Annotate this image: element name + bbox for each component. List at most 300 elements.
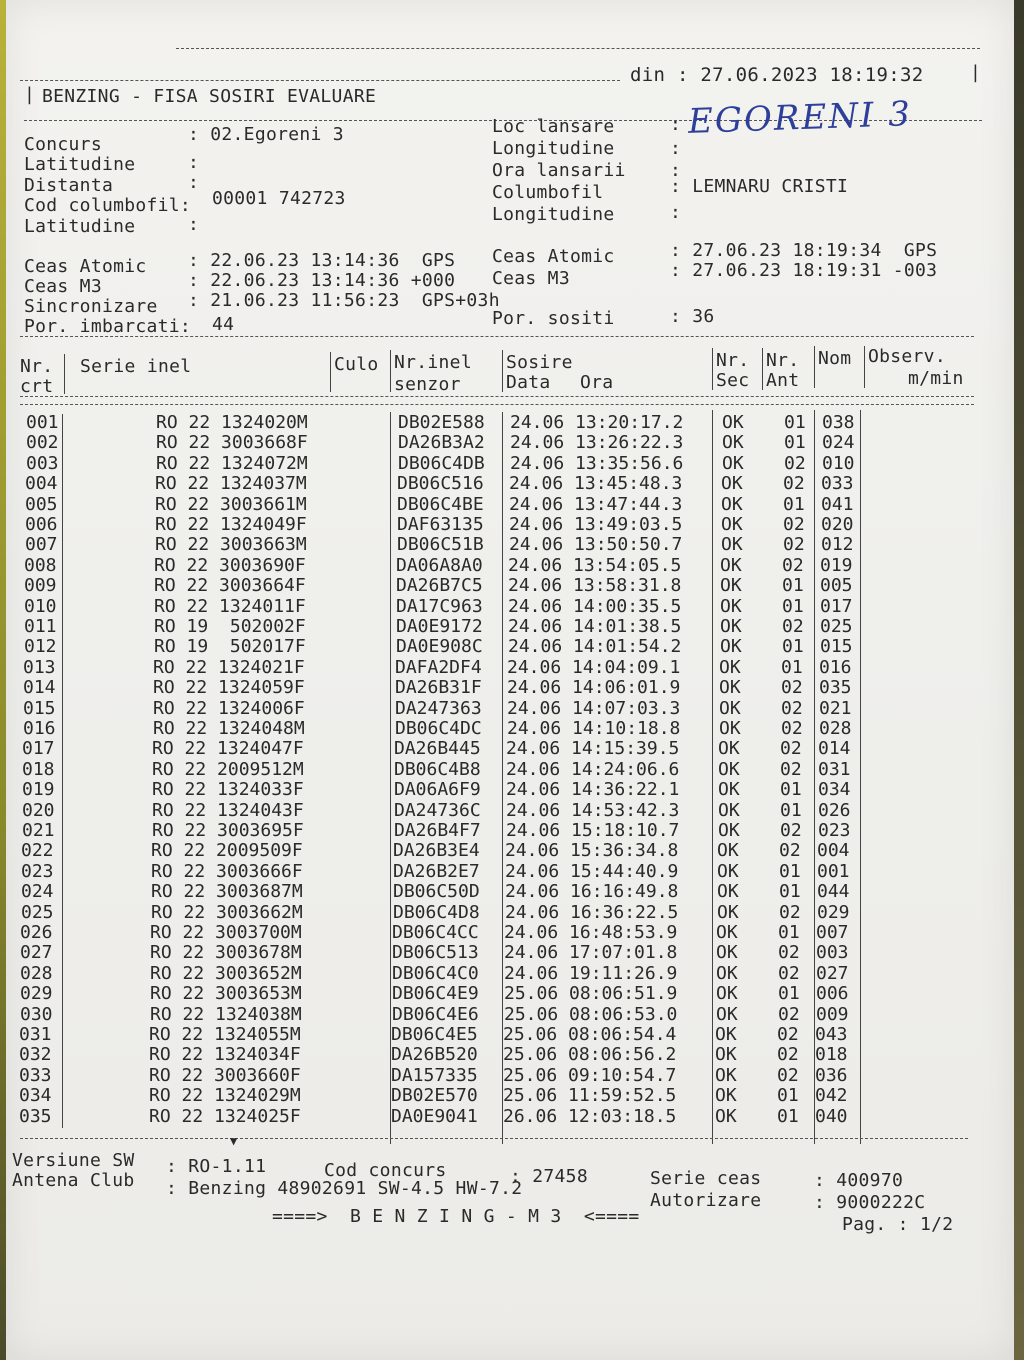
cell-nr-crt: 017 [22,738,55,760]
cell-nom: 024 [822,432,855,454]
cell-sosire: 25.06 08:06:53.0 [504,1003,678,1025]
cell-sosire: 24.06 16:48:53.9 [504,922,678,943]
cell-serie-inel: RO 22 1324055M [149,1024,301,1045]
cell-nr-sec: OK [722,432,744,454]
divider [20,1138,968,1139]
cell-serie-inel: RO 22 3003690F [154,554,306,576]
cell-nr-crt: 022 [21,840,54,862]
concurs-label: Concurs [24,134,102,155]
porumbei-imbarcati-value: 44 [212,314,235,335]
cell-nr-sec: OK [722,452,744,474]
cell-nr-sec: OK [716,1003,738,1025]
longitudine-value: : [670,138,682,159]
cell-serie-inel: RO 22 3003660F [149,1064,301,1086]
cell-sosire: 24.06 14:06:01.9 [507,677,681,699]
cell-sosire: 25.06 08:06:51.9 [504,983,678,1005]
cell-nr-ant: 01 [778,922,800,943]
cell-nr-ant: 02 [778,1003,800,1025]
col-separator [502,350,503,392]
cell-nom: 016 [819,656,852,678]
cell-nom: 010 [822,452,855,474]
cell-nr-crt: 013 [23,656,56,678]
cell-serie-inel: RO 22 1324037M [155,473,307,495]
cell-nr-inel: DB06C4DB [398,452,485,474]
col-senzor: senzor [394,374,461,395]
cell-sosire: 24.06 15:18:10.7 [506,820,680,841]
col-separator [762,348,763,390]
cell-sosire: 24.06 14:01:38.5 [508,616,682,637]
cell-sosire: 24.06 13:54:05.5 [508,554,682,576]
col-m-min: m/min [908,368,964,389]
col-data: Data [506,372,551,393]
cell-nr-crt: 027 [20,942,53,964]
cell-nr-crt: 033 [19,1064,52,1086]
cell-nr-crt: 014 [23,677,56,699]
ceas-atomic2-label: Ceas Atomic [492,246,615,267]
cell-nr-sec: OK [721,473,743,495]
autorizare-value: : 9000222C [814,1192,926,1213]
version-value: : RO-1.11 [166,1156,267,1177]
cell-nr-ant: 01 [777,1085,799,1107]
cell-serie-inel: RO 22 3003662M [151,901,303,923]
cell-sosire: 24.06 13:45:48.3 [509,473,683,495]
cell-nr-ant: 02 [783,514,805,535]
cell-nom: 031 [818,758,851,780]
col-serie-inel: Serie inel [80,356,192,377]
cell-sosire: 24.06 16:16:49.8 [505,881,679,903]
cell-nr-inel: DAFA2DF4 [395,656,482,678]
cell-nr-crt: 009 [24,575,57,597]
col-sosire: Sosire [506,352,573,373]
cell-nr-inel: DB06C4E9 [392,983,479,1005]
col-separator [864,346,865,388]
cell-nr-ant: 02 [777,1024,799,1045]
cell-nr-sec: OK [715,1044,737,1066]
cell-nr-crt: 016 [23,718,56,739]
divider-marker: ▼ [230,1134,238,1148]
cell-nom: 004 [817,840,850,862]
cell-sosire: 24.06 13:20:17.2 [510,412,684,433]
col-separator [64,354,65,394]
cell-nr-crt: 030 [20,1003,53,1025]
cell-nr-sec: OK [718,758,740,780]
cell-nr-ant: 02 [777,1064,799,1086]
cell-nr-inel: DB06C4CC [392,922,479,943]
cell-sosire: 24.06 16:36:22.5 [505,901,679,923]
cell-nom: 038 [822,412,855,433]
cell-serie-inel: RO 22 3003687M [151,881,303,903]
cell-nr-ant: 01 [779,881,801,903]
cell-nr-crt: 025 [21,901,54,923]
cell-nr-inel: DB06C4B8 [394,758,481,780]
cell-nr-inel: DA26B31F [395,677,482,699]
cell-sosire: 24.06 14:04:09.1 [507,656,681,678]
divider [176,48,980,49]
cell-nr-inel: DB06C50D [393,881,480,903]
cell-nr-inel: DA0E9041 [391,1105,478,1127]
cell-nr-ant: 02 [783,534,805,556]
latitudine-label: Latitudine [24,154,136,175]
cell-nr-crt: 020 [22,799,55,821]
cell-nr-inel: DA17C963 [396,595,483,617]
cell-serie-inel: RO 22 3003668F [156,432,308,454]
ceas-m32-label: Ceas M3 [492,268,570,289]
cell-nr-crt: 023 [21,860,54,882]
cell-nr-sec: OK [715,1085,737,1107]
col-ora: Ora [580,372,614,393]
divider [20,336,974,337]
cell-sosire: 24.06 14:36:22.1 [506,779,680,801]
cell-nr-crt: 010 [24,595,57,617]
cell-nom: 029 [817,901,850,923]
cell-serie-inel: RO 22 3003653M [150,983,302,1005]
longitudine-label: Longitudine [492,138,615,159]
cell-nr-ant: 02 [779,901,801,923]
cell-nr-sec: OK [721,493,743,515]
cell-nr-sec: OK [716,922,738,943]
cell-nr-crt: 018 [22,758,55,780]
cell-sosire: 24.06 13:35:56.6 [510,452,684,474]
cell-nr-sec: OK [720,636,742,658]
cell-nr-inel: DB06C4E5 [391,1024,478,1045]
cell-serie-inel: RO 22 1324038M [150,1003,302,1025]
ceas-m3-value: : 22.06.23 13:14:36 +000 [188,270,456,291]
cell-serie-inel: RO 22 1324011F [154,595,306,617]
col-sec-line1: Nr. [716,350,750,371]
printout-paper [6,0,1014,1360]
cell-nr-inel: DAF63135 [397,514,484,535]
cod-columbofil-value: 00001 742723 [212,188,346,209]
sincronizare-value: : 21.06.23 11:56:23 GPS+03h [188,290,500,311]
cell-nom: 034 [818,779,851,801]
cell-nom: 042 [815,1085,848,1107]
cell-nr-sec: OK [717,860,739,882]
col-separator [330,352,331,392]
cell-sosire: 25.06 11:59:52.5 [503,1085,677,1107]
cell-nom: 025 [820,616,853,637]
cell-nr-ant: 01 [782,636,804,658]
divider [20,396,974,397]
cell-nr-crt: 035 [19,1105,52,1127]
cell-nom: 043 [815,1024,848,1045]
cell-nom: 044 [817,881,850,903]
col-separator [712,410,713,1144]
cell-nom: 036 [815,1064,848,1086]
cell-sosire: 24.06 14:07:03.3 [507,697,681,719]
cell-nom: 006 [816,983,849,1005]
cell-sosire: 25.06 08:06:54.4 [503,1024,677,1045]
latitudine-value: : [188,152,200,173]
cell-nr-crt: 011 [24,616,57,637]
cell-sosire: 24.06 13:49:03.5 [509,514,683,535]
cell-nom: 026 [818,799,851,821]
cell-nr-sec: OK [717,840,739,862]
cell-nr-ant: 01 [784,412,806,433]
cell-sosire: 24.06 14:01:54.2 [508,636,682,658]
ceas-atomic2-value: : 27.06.23 18:19:34 GPS [670,240,938,261]
serie-ceas-value: : 400970 [814,1170,904,1191]
ceas-atomic-value: : 22.06.23 13:14:36 GPS [188,250,456,271]
cell-nom: 023 [818,820,851,841]
cell-nr-sec: OK [720,554,742,576]
cell-nr-ant: 02 [781,697,803,719]
col-ant-line2: Ant [766,370,800,391]
cell-nr-inel: DA26B7C5 [396,575,483,597]
cell-serie-inel: RO 22 1324033F [152,779,304,801]
concurs-value: : 02.Egoreni 3 [188,124,344,145]
cell-serie-inel: RO 22 1324043F [152,799,304,821]
cell-nr-inel: DA26B3A2 [398,432,485,454]
longitudine2-label: Longitudine [492,204,615,225]
cell-nr-ant: 01 [779,860,801,882]
cell-serie-inel: RO 22 1324006F [153,697,305,719]
cell-nr-crt: 034 [19,1085,52,1107]
cell-nr-ant: 02 [781,718,803,739]
cell-nr-ant: 02 [783,473,805,495]
cell-sosire: 24.06 13:47:44.3 [509,493,683,515]
cell-nom: 019 [820,554,853,576]
page-number: Pag. : 1/2 [842,1214,954,1235]
report-title: BENZING - FISA SOSIRI EVALUARE [42,86,377,107]
cell-nr-crt: 029 [20,983,53,1005]
col-separator [814,346,815,388]
cod-columbofil-label: Cod columbofil: [24,195,192,216]
cell-nr-ant: 01 [777,1105,799,1127]
cell-nr-crt: 021 [22,820,55,841]
cell-nr-inel: DB06C4E6 [392,1003,479,1025]
divider [20,80,620,81]
cell-sosire: 26.06 12:03:18.5 [503,1105,677,1127]
cell-nom: 027 [816,962,849,984]
col-ant-line1: Nr. [766,350,800,371]
col-separator [712,348,713,390]
cell-sosire: 24.06 13:58:31.8 [508,575,682,597]
cell-serie-inel: RO 22 3003661M [155,493,307,515]
cell-nr-sec: OK [718,779,740,801]
cell-nom: 021 [819,697,852,719]
cell-sosire: 24.06 15:44:40.9 [505,860,679,882]
cell-nom: 005 [820,575,853,597]
cell-serie-inel: RO 22 3003695F [152,820,304,841]
cell-nr-crt: 024 [21,881,54,903]
cell-nr-ant: 02 [777,1044,799,1066]
cell-nom: 041 [821,493,854,515]
cell-serie-inel: RO 22 3003700M [150,922,302,943]
autorizare-label: Autorizare [650,1190,762,1211]
cell-nr-sec: OK [721,534,743,556]
cell-nr-crt: 007 [25,534,58,556]
cell-sosire: 24.06 14:10:18.8 [507,718,681,739]
cell-nr-inel: DA26B3E4 [393,840,480,862]
cell-nr-sec: OK [721,514,743,535]
col-separator [390,350,391,392]
cod-concurs-label: Cod concurs [324,1160,447,1181]
latitudine2-label: Latitudine [24,216,136,237]
cell-nom: 040 [815,1105,848,1127]
cell-sosire: 24.06 15:36:34.8 [505,840,679,862]
cell-nr-sec: OK [715,1064,737,1086]
distanta-value: : [188,172,200,193]
col-observ: Observ. [868,346,946,367]
cell-nr-ant: 01 [782,575,804,597]
cell-sosire: 24.06 13:26:22.3 [510,432,684,454]
cell-nr-inel: DA26B4F7 [394,820,481,841]
cell-serie-inel: RO 22 1324072M [156,452,308,474]
cell-sosire: 25.06 09:10:54.7 [503,1064,677,1086]
cell-nr-inel: DA26B520 [391,1044,478,1066]
col-separator [62,414,63,1128]
loc-lansare-value: : [670,114,682,135]
cell-nr-crt: 003 [26,452,59,474]
cell-serie-inel: RO 22 1324034F [149,1044,301,1066]
cell-nr-crt: 026 [20,922,53,943]
cell-nr-sec: OK [716,983,738,1005]
handwritten-location: EGORENI 3 [687,94,913,142]
cell-nr-crt: 028 [20,962,53,984]
cell-nr-crt: 004 [25,473,58,495]
cell-nr-crt: 015 [23,697,56,719]
col-nr-inel: Nr.inel [394,352,472,373]
ora-lansarii-label: Ora lansarii [492,160,626,181]
cell-nr-sec: OK [719,697,741,719]
loc-lansare-label: Loc lansare [492,116,615,137]
cell-nr-ant: 01 [778,983,800,1005]
cell-nr-ant: 01 [780,779,802,801]
cell-nom: 035 [819,677,852,699]
cell-nr-inel: DA26B2E7 [393,860,480,882]
cell-nr-inel: DA24736C [394,799,481,821]
cell-serie-inel: RO 22 1324047F [152,738,304,760]
col-nr-line2: crt [20,376,54,397]
cell-nr-ant: 02 [781,677,803,699]
cell-nr-crt: 002 [26,432,59,454]
cell-nr-ant: 02 [779,840,801,862]
cell-nr-sec: OK [717,881,739,903]
cell-nom: 028 [819,718,852,739]
cell-nr-inel: DB06C4C0 [392,962,479,984]
cell-serie-inel: RO 22 1324020M [156,412,308,433]
cell-nr-inel: DB02E570 [391,1085,478,1107]
cell-nr-ant: 02 [780,820,802,841]
cell-nr-inel: DB06C51B [397,534,484,556]
cell-nr-sec: OK [719,656,741,678]
ceas-atomic-label: Ceas Atomic [24,256,147,277]
cell-sosire: 24.06 14:24:06.6 [506,758,680,780]
cod-concurs-value: : 27458 [510,1166,588,1187]
cell-nr-ant: 01 [781,656,803,678]
cell-nr-sec: OK [720,595,742,617]
cell-serie-inel: RO 22 1324025F [149,1105,301,1127]
columbofil-label: Columbofil [492,182,604,203]
cell-nr-ant: 02 [780,738,802,760]
cell-nr-inel: DA06A6F9 [394,779,481,801]
porumbei-imbarcati-label: Por. imbarcati: [24,316,192,337]
cell-sosire: 24.06 17:07:01.8 [504,942,678,964]
cell-sosire: 25.06 08:06:56.2 [503,1044,677,1066]
print-timestamp: din : 27.06.2023 18:19:32 [630,64,924,86]
cell-nr-ant: 02 [784,452,806,474]
cell-nr-crt: 032 [19,1044,52,1066]
cell-serie-inel: RO 22 2009509F [151,840,303,862]
cell-nr-ant: 01 [783,493,805,515]
col-nom: Nom [818,348,852,369]
cell-nom: 012 [821,534,854,556]
cell-nr-sec: OK [722,412,744,433]
col-culo: Culo [334,354,379,375]
porumbei-sositi-label: Por. sositi [492,308,615,329]
cell-nom: 018 [815,1044,848,1066]
distanta-label: Distanta [24,175,114,196]
cell-nr-ant: 02 [782,616,804,637]
cell-serie-inel: RO 22 3003663M [155,534,307,556]
ceas-m3-label: Ceas M3 [24,276,102,297]
antena-club-label: Antena Club [12,1170,135,1191]
serie-ceas-label: Serie ceas [650,1168,762,1189]
ceas-m32-value: : 27.06.23 18:19:31 -003 [670,260,938,281]
cell-nr-sec: OK [719,677,741,699]
cell-nr-inel: DB06C516 [397,473,484,495]
cell-nr-crt: 019 [22,779,55,801]
cell-nom: 014 [818,738,851,760]
cell-nr-crt: 008 [24,554,57,576]
cell-nom: 033 [821,473,854,495]
cell-nom: 020 [821,514,854,535]
cell-nr-inel: DB06C4BE [397,493,484,515]
longitudine2-value: : [670,202,682,223]
cell-sosire: 24.06 14:53:42.3 [506,799,680,821]
col-sec-line2: Sec [716,370,750,391]
cell-sosire: 24.06 13:50:50.7 [509,534,683,556]
cell-nom: 003 [816,942,849,964]
cell-nr-inel: DA26B445 [394,738,481,760]
cell-nr-sec: OK [715,1024,737,1045]
device-banner: ====> B E N Z I N G - M 3 <==== [272,1206,640,1227]
cell-nr-sec: OK [720,575,742,597]
divider [20,404,974,405]
cell-nr-ant: 02 [782,554,804,576]
cell-nr-sec: OK [715,1105,737,1127]
cell-nr-ant: 02 [778,942,800,964]
cell-nr-crt: 006 [25,514,58,535]
cell-nom: 007 [816,922,849,943]
cell-nr-sec: OK [720,616,742,637]
cell-nr-sec: OK [719,718,741,739]
sincronizare-label: Sincronizare [24,296,158,317]
title-bar-left: | [24,84,36,105]
cell-nr-inel: DB06C4DC [395,718,482,739]
cell-nr-inel: DA247363 [395,697,482,719]
version-label: Versiune SW [12,1150,135,1171]
cell-nr-sec: OK [717,901,739,923]
col-separator [860,410,861,1144]
cell-nr-sec: OK [716,962,738,984]
cell-nr-ant: 01 [780,799,802,821]
cell-nr-crt: 005 [25,493,58,515]
cell-nr-inel: DA0E9172 [396,616,483,637]
cell-nr-inel: DA0E908C [396,636,483,658]
cell-nr-inel: DB06C4D8 [393,901,480,923]
cell-serie-inel: RO 22 1324021F [153,656,305,678]
cell-sosire: 24.06 14:15:39.5 [506,738,680,760]
title-bar-right: | [970,62,982,83]
cell-serie-inel: RO 22 1324048M [153,718,305,739]
cell-nr-crt: 031 [19,1024,52,1045]
cell-nom: 009 [816,1003,849,1025]
cell-serie-inel: RO 22 3003652M [150,962,302,984]
cell-nr-inel: DA157335 [391,1064,478,1086]
cell-nr-ant: 02 [780,758,802,780]
cell-nr-sec: OK [716,942,738,964]
